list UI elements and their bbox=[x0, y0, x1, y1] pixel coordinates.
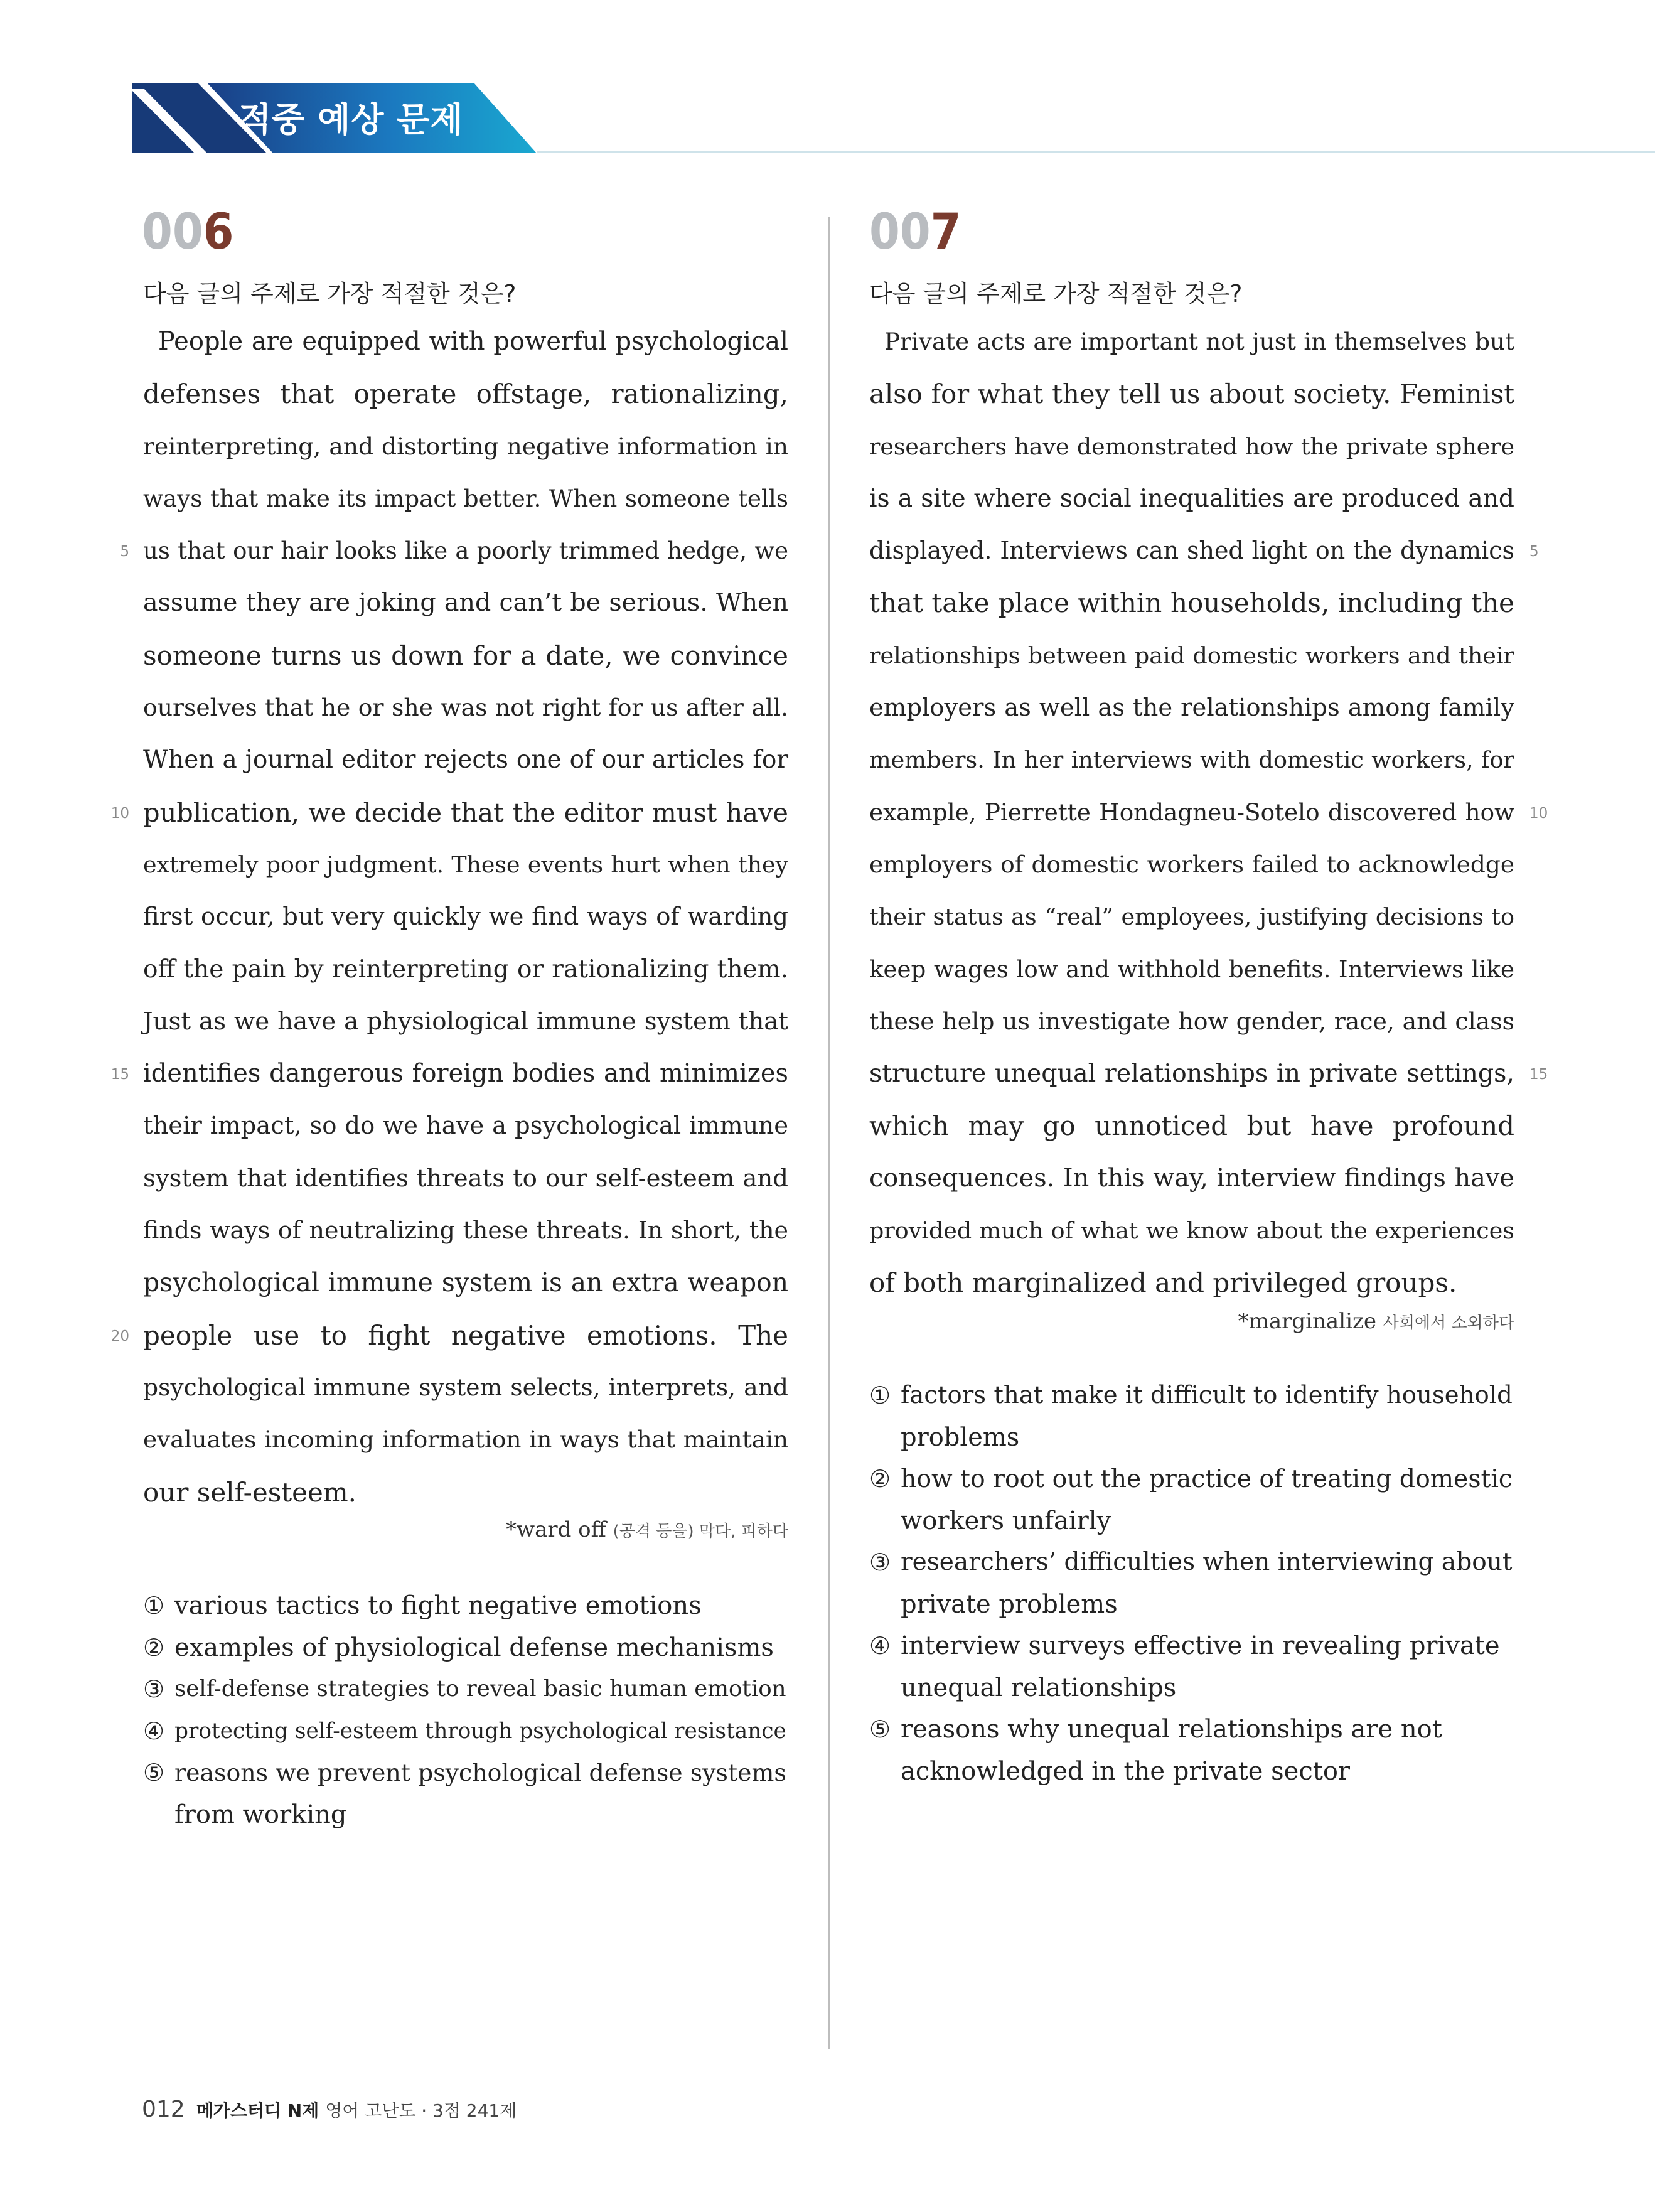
choices-007 bbox=[869, 1375, 1516, 1792]
passage-line: researchers have demonstrated how the private sphere bbox=[869, 432, 1514, 460]
passage-line: also for what they tell us about society. Feminist bbox=[869, 379, 1514, 410]
passage-line: employers as well as the relationships among family bbox=[869, 694, 1514, 722]
line-number: 10 bbox=[110, 805, 129, 822]
passage-line: displayed. Interviews can shed light on the dynamics bbox=[869, 537, 1514, 565]
question-prompt-006: 다음 글의 주제로 가장 적절한 것은? bbox=[143, 280, 517, 308]
passage-line: finds ways of neutralizing these threats. In short, the bbox=[143, 1216, 788, 1245]
passage-line: off the pain by reinterpreting or rationalizing them. bbox=[143, 955, 788, 984]
choice-text: various tactics to fight negative emotions bbox=[174, 1591, 702, 1620]
passage-line: relationships between paid domestic workers and their bbox=[869, 642, 1514, 669]
choice-1[interactable] bbox=[143, 1585, 790, 1627]
passage-line: members. In her interviews with domestic workers, for bbox=[869, 746, 1514, 774]
passage-line: publication, we decide that the editor must have bbox=[143, 797, 788, 828]
question-number-007 bbox=[869, 204, 961, 260]
choice-text: private problems bbox=[901, 1589, 1118, 1619]
choice-text: from working bbox=[174, 1800, 347, 1829]
question-number-006 bbox=[142, 204, 234, 260]
passage-line: identifies dangerous foreign bodies and minimizes bbox=[143, 1059, 788, 1088]
passage-line: Just as we have a physiological immune system that bbox=[143, 1007, 788, 1036]
choice-marker: ② bbox=[869, 1465, 891, 1493]
passage-line: of both marginalized and privileged groups. bbox=[869, 1267, 1457, 1299]
passage-line: psychological immune system selects, interprets, and bbox=[143, 1373, 788, 1401]
choice-text: self-defense strategies to reveal basic human emotion bbox=[174, 1676, 786, 1702]
passage-line: evaluates incoming information in ways that maintain bbox=[143, 1425, 788, 1454]
choice-1[interactable] bbox=[869, 1375, 1516, 1458]
passage-line: provided much of what we know about the experiences bbox=[869, 1217, 1514, 1245]
passage-007 bbox=[869, 316, 1514, 1309]
passage-line: first occur, but very quickly we find ways of warding bbox=[143, 903, 788, 932]
choice-3[interactable] bbox=[869, 1542, 1516, 1625]
passage-line: assume they are joking and can’t be serious. When bbox=[143, 588, 788, 618]
banner-title: 적중 예상 문제 bbox=[238, 100, 464, 139]
page-footer bbox=[142, 2097, 517, 2122]
choices-006 bbox=[143, 1585, 790, 1835]
passage-line: which may go unnoticed but have profound bbox=[869, 1110, 1514, 1142]
page-number: 012 bbox=[142, 2097, 185, 2122]
question-number-last: 6 bbox=[203, 204, 234, 260]
choice-2[interactable] bbox=[143, 1627, 790, 1669]
passage-line: consequences. In this way, interview findings have bbox=[869, 1163, 1514, 1193]
gloss-007 bbox=[1142, 1309, 1514, 1334]
passage-line: these help us investigate how gender, race, and class bbox=[869, 1007, 1514, 1035]
passage-line: psychological immune system is an extra weapon bbox=[143, 1267, 788, 1298]
choice-text: acknowledged in the private sector bbox=[901, 1756, 1351, 1786]
choice-text: researchers’ difficulties when interviewing about bbox=[901, 1548, 1513, 1576]
choice-text: reasons why unequal relationships are not bbox=[901, 1715, 1442, 1744]
passage-line: reinterpreting, and distorting negative information in bbox=[143, 432, 788, 460]
choice-text: how to root out the practice of treating domestic bbox=[901, 1464, 1513, 1493]
choice-marker: ⑤ bbox=[143, 1759, 165, 1786]
line-number: 5 bbox=[120, 544, 129, 560]
choice-text: workers unfairly bbox=[901, 1506, 1111, 1535]
choice-text: reasons we prevent psychological defense systems bbox=[174, 1759, 786, 1786]
choice-marker: ④ bbox=[869, 1632, 891, 1660]
passage-line: system that identifies threats to our self-esteem and bbox=[143, 1164, 788, 1193]
passage-line: employers of domestic workers failed to acknowledge bbox=[869, 850, 1514, 878]
passage-006 bbox=[143, 316, 788, 1518]
choice-marker: ① bbox=[143, 1592, 165, 1619]
passage-line: people use to fight negative emotions. The bbox=[143, 1319, 788, 1351]
passage-line: example, Pierrette Hondagneu-Sotelo discovered how bbox=[869, 798, 1514, 826]
passage-line: that take place within households, including the bbox=[869, 588, 1514, 619]
gloss-006 bbox=[414, 1517, 788, 1542]
section-banner bbox=[132, 83, 537, 153]
passage-line: is a site where social inequalities are produced and bbox=[869, 484, 1514, 513]
passage-line: People are equipped with powerful psychological bbox=[158, 327, 788, 356]
passage-line: ourselves that he or she was not right for us after all. bbox=[143, 694, 788, 722]
choice-text: factors that make it difficult to identify household bbox=[901, 1381, 1513, 1409]
column-divider bbox=[828, 217, 830, 2049]
header-rule bbox=[537, 151, 1655, 153]
choice-3[interactable] bbox=[143, 1668, 790, 1710]
gloss-term: *ward off bbox=[505, 1517, 606, 1542]
choice-4[interactable] bbox=[869, 1625, 1516, 1709]
line-number: 10 bbox=[1529, 805, 1548, 822]
choice-text: interview surveys effective in revealing private bbox=[901, 1631, 1500, 1660]
question-number-last: 7 bbox=[930, 204, 961, 260]
choice-text: problems bbox=[901, 1422, 1020, 1452]
choice-marker: ④ bbox=[143, 1717, 165, 1745]
passage-line: structure unequal relationships in private settings, bbox=[869, 1059, 1514, 1088]
choice-marker: ③ bbox=[143, 1675, 165, 1703]
passage-line: defenses that operate offstage, rationalizing, bbox=[143, 379, 788, 410]
choice-2[interactable] bbox=[869, 1458, 1516, 1542]
choice-marker: ② bbox=[143, 1633, 165, 1662]
passage-line: When a journal editor rejects one of our articles for bbox=[143, 746, 788, 775]
question-number-prefix: 00 bbox=[142, 204, 203, 260]
question-prompt-007: 다음 글의 주제로 가장 적절한 것은? bbox=[869, 280, 1243, 308]
choice-text: examples of physiological defense mechanisms bbox=[174, 1633, 774, 1662]
book-title: 메가스터디 N제 bbox=[196, 2100, 319, 2121]
choice-marker: ⑤ bbox=[869, 1715, 891, 1743]
line-number: 20 bbox=[110, 1328, 129, 1345]
passage-line: someone turns us down for a date, we convince bbox=[143, 640, 788, 671]
choice-text: unequal relationships bbox=[901, 1673, 1177, 1702]
line-number: 15 bbox=[1529, 1066, 1548, 1083]
choice-5[interactable] bbox=[143, 1752, 790, 1835]
passage-line: their impact, so do we have a psychological immune bbox=[143, 1112, 788, 1141]
line-number: 5 bbox=[1529, 544, 1539, 560]
choice-text: protecting self-esteem through psychological resistance bbox=[174, 1718, 786, 1744]
passage-line: us that our hair looks like a poorly trimmed hedge, we bbox=[143, 537, 788, 565]
choice-marker: ③ bbox=[869, 1549, 891, 1576]
book-subtitle: 영어 고난도 · 3점 241제 bbox=[325, 2100, 517, 2121]
choice-4[interactable] bbox=[143, 1710, 790, 1753]
passage-line: our self-esteem. bbox=[143, 1476, 357, 1508]
passage-line: keep wages low and withhold benefits. Interviews like bbox=[869, 955, 1514, 983]
gloss-definition: 사회에서 소외하다 bbox=[1383, 1314, 1514, 1333]
gloss-term: *marginalize bbox=[1238, 1309, 1376, 1334]
passage-line: Private acts are important not just in themselves but bbox=[884, 328, 1514, 355]
choice-marker: ① bbox=[869, 1382, 891, 1409]
gloss-definition: (공격 등을) 막다, 피하다 bbox=[613, 1522, 788, 1541]
choice-5[interactable] bbox=[869, 1709, 1516, 1792]
question-number-prefix: 00 bbox=[869, 204, 931, 260]
passage-line: their status as “real” employees, justifying decisions to bbox=[869, 903, 1514, 931]
line-number: 15 bbox=[110, 1066, 129, 1083]
passage-line: extremely poor judgment. These events hurt when they bbox=[143, 851, 788, 878]
passage-line: ways that make its impact better. When someone tells bbox=[143, 484, 788, 512]
